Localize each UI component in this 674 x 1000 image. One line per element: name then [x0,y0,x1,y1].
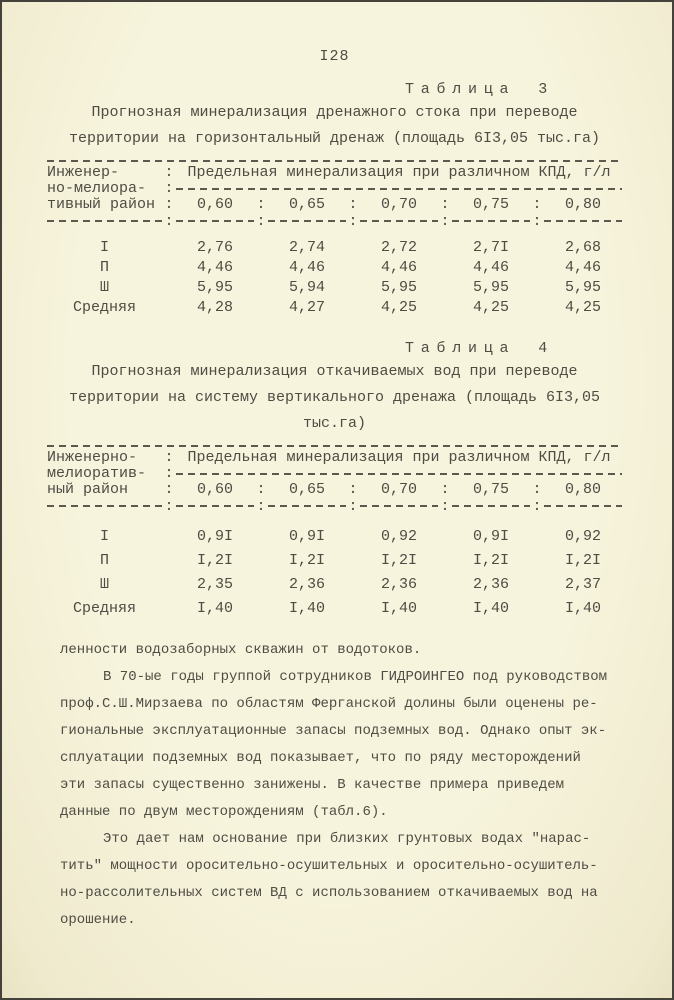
text-line: тить" мощности оросительно-осушительных и оросительно-осушитель- [60,858,598,874]
kpd-header: 0,70 [380,196,417,213]
table-row [47,298,622,318]
kpd-header: 0,65 [288,196,325,213]
region-label: I [99,528,109,545]
table-cell: 0,92 [564,528,601,545]
dashed-rule [176,466,622,482]
kpd-header: 0,75 [472,481,509,498]
table-row [47,238,622,258]
colon-separator: : [440,213,450,230]
table-cell: I,40 [288,600,325,617]
table-cell: 4,46 [564,259,601,276]
table-cell: 0,9I [472,528,509,545]
text-line: орошение. [60,912,136,928]
dashed-separator-row [47,498,622,515]
table3-header-row [47,181,622,197]
colon-separator: : [164,213,174,230]
region-label: Средняя [72,299,136,316]
text-line: эти запасы существенно занижены. В качестве примера приведем [60,777,565,793]
table-cell: 0,9I [196,528,233,545]
table-cell: 2,74 [288,239,325,256]
dashed-rule [176,181,622,197]
colon-separator: : [164,481,174,498]
dashed-rule [47,160,622,162]
table3-caption-number: 3 [538,81,548,98]
text-line: данные по двум месторождениям (табл.6). [60,804,388,820]
table-cell: 2,37 [564,576,601,593]
text-line: ленности водозаборных скважин от водотоков. [60,642,422,658]
region-label: ный район [47,481,129,498]
region-label: Ш [99,279,109,296]
body-text [60,637,622,934]
table4-caption [47,340,622,357]
table4-kpd-row [47,482,622,498]
table-cell: 2,36 [472,576,509,593]
colon-separator: : [256,481,266,498]
table-cell: 4,25 [564,299,601,316]
table-cell: 2,36 [288,576,325,593]
region-label: I [99,239,109,256]
table-cell: I,40 [196,600,233,617]
table3-title-line: Прогнозная минерализация дренажного стока при переводе [91,104,578,121]
table-cell: 4,28 [196,299,233,316]
kpd-header: 0,60 [196,196,233,213]
table-cell: I,2I [564,552,601,569]
colon-separator: : [164,498,174,515]
colon-separator: : [348,213,358,230]
table3-caption-word: Таблица [405,81,516,98]
kpd-header: 0,60 [196,481,233,498]
region-label: П [99,552,109,569]
colon-separator: : [256,213,266,230]
table4-header-row [47,450,622,466]
region-label: Инженер- [47,164,120,181]
table-cell: 2,76 [196,239,233,256]
table-cell: 5,95 [472,279,509,296]
text-line: проф.С.Ш.Мирзаева по областям Ферганской долины были оценены ре- [60,696,598,712]
table3-header-row [47,165,622,181]
table-cell: I,40 [380,600,417,617]
table-cell: I,40 [472,600,509,617]
table4-caption-word: Таблица [405,340,516,357]
colon-separator: : [256,196,266,213]
dashed-separator-row [47,213,622,230]
text-line: гиональные эксплуатационные запасы подземных вод. Однако опыт эк- [60,723,607,739]
text-line: В 70-ые годы группой сотрудников ГИДРОИНГЕО под руководством [103,669,608,685]
table-row [47,525,622,549]
table-cell: 2,36 [380,576,417,593]
table-cell: 4,46 [380,259,417,276]
table4-caption-number: 4 [538,340,548,357]
text-line: сплуатации подземных вод показывает, что по ряду месторождений [60,750,581,766]
table-cell: 4,25 [380,299,417,316]
colon-separator: : [440,498,450,515]
colon-separator: : [532,196,542,213]
colon-separator: : [256,498,266,515]
table-cell: 5,94 [288,279,325,296]
table3-header-title: Предельная минерализация при различном КПД, г/л [187,164,611,181]
table-cell: 2,72 [380,239,417,256]
colon-separator: : [164,196,174,213]
colon-separator: : [348,196,358,213]
text-line: но-рассолительных систем ВД с использованием откачиваемых вод на [60,885,598,901]
table-row [47,278,622,298]
colon-separator: : [164,449,174,466]
table-cell: I,2I [196,552,233,569]
colon-separator: : [348,498,358,515]
table-cell: 0,92 [380,528,417,545]
colon-separator: : [440,481,450,498]
kpd-header: 0,80 [564,196,601,213]
colon-separator: : [164,465,174,482]
table-cell: I,40 [564,600,601,617]
table-cell: I,2I [380,552,417,569]
colon-separator: : [532,498,542,515]
table4-title-line: территории на систему вертикального дренажа (площадь 6I3,05 [68,389,601,406]
table-4 [47,445,622,621]
colon-separator: : [164,164,174,181]
colon-separator: : [440,196,450,213]
table4-title-line: Прогнозная минерализация откачиваемых вод при переводе [91,363,578,380]
region-label: мелиоратив- [47,465,147,482]
region-label: Ш [99,576,109,593]
table-cell: 5,95 [380,279,417,296]
table-cell: 5,95 [564,279,601,296]
region-label: Средняя [72,600,136,617]
region-label: но-мелиора- [47,180,147,197]
table4-header-row [47,466,622,482]
table-cell: 4,25 [472,299,509,316]
table-cell: 4,46 [288,259,325,276]
table-cell: 2,68 [564,239,601,256]
kpd-header: 0,80 [564,481,601,498]
table-row [47,597,622,621]
colon-separator: : [348,481,358,498]
table3-title-line: территории на горизонтальный дренаж (площадь 6I3,05 тыс.га) [68,130,601,147]
table-cell: 4,46 [196,259,233,276]
table-cell: 2,35 [196,576,233,593]
table-cell: 4,27 [288,299,325,316]
table-row [47,549,622,573]
table-cell: I,2I [288,552,325,569]
table4-title-line: тыс.га) [302,415,366,432]
colon-separator: : [532,481,542,498]
table3-caption [47,81,622,98]
table4-header-title: Предельная минерализация при различном КПД, г/л [187,449,611,466]
kpd-header: 0,65 [288,481,325,498]
table-cell: 5,95 [196,279,233,296]
table-row [47,573,622,597]
dashed-rule [47,445,622,447]
table-cell: 2,7I [472,239,509,256]
kpd-header: 0,75 [472,196,509,213]
table-3 [47,160,622,318]
page-number: I28 [319,48,350,65]
region-label: П [99,259,109,276]
table3-kpd-row [47,197,622,213]
region-label: тивный район [47,196,156,213]
table-cell: 0,9I [288,528,325,545]
kpd-header: 0,70 [380,481,417,498]
colon-separator: : [532,213,542,230]
table-row [47,258,622,278]
table-cell: 4,46 [472,259,509,276]
region-label: Инженерно- [47,449,138,466]
text-line: Это дает нам основание при близких грунтовых водах "нарас- [103,831,591,847]
table-cell: I,2I [472,552,509,569]
colon-separator: : [164,180,174,197]
